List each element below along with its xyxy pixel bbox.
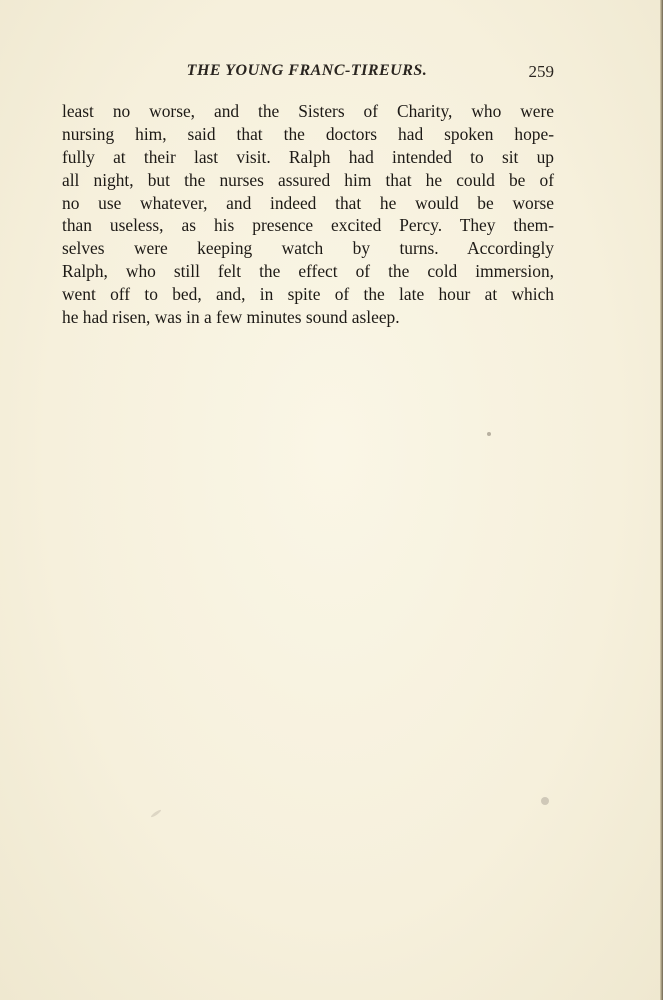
text-line: nursing him, said that the doctors had spoken hope-: [62, 123, 554, 144]
running-title: THE YOUNG FRANC-TIREURS.: [186, 62, 428, 79]
page-number: 259: [528, 62, 554, 81]
paper-speck: [150, 809, 162, 818]
text-line: went off to bed, and, in spite of the late hour at which: [62, 284, 554, 305]
paper-speck: [487, 432, 491, 436]
text-line: he had risen, was in a few minutes sound asleep.: [62, 307, 400, 328]
text-line: no use whatever, and indeed that he would be worse: [62, 192, 554, 213]
running-head: [60, 60, 554, 86]
text-line: than useless, as his presence excited Percy. They them-: [62, 215, 554, 236]
text-line: Ralph, who still felt the effect of the cold immersion,: [62, 261, 554, 282]
text-line: selves were keeping watch by turns. Accordingly: [62, 238, 554, 259]
body-paragraph: [62, 100, 554, 329]
text-line: least no worse, and the Sisters of Charity, who were: [62, 101, 554, 121]
text-line: fully at their last visit. Ralph had intended to sit up: [62, 146, 554, 167]
paper-speck: [541, 797, 549, 805]
text-line: all night, but the nurses assured him that he could be of: [62, 169, 554, 190]
